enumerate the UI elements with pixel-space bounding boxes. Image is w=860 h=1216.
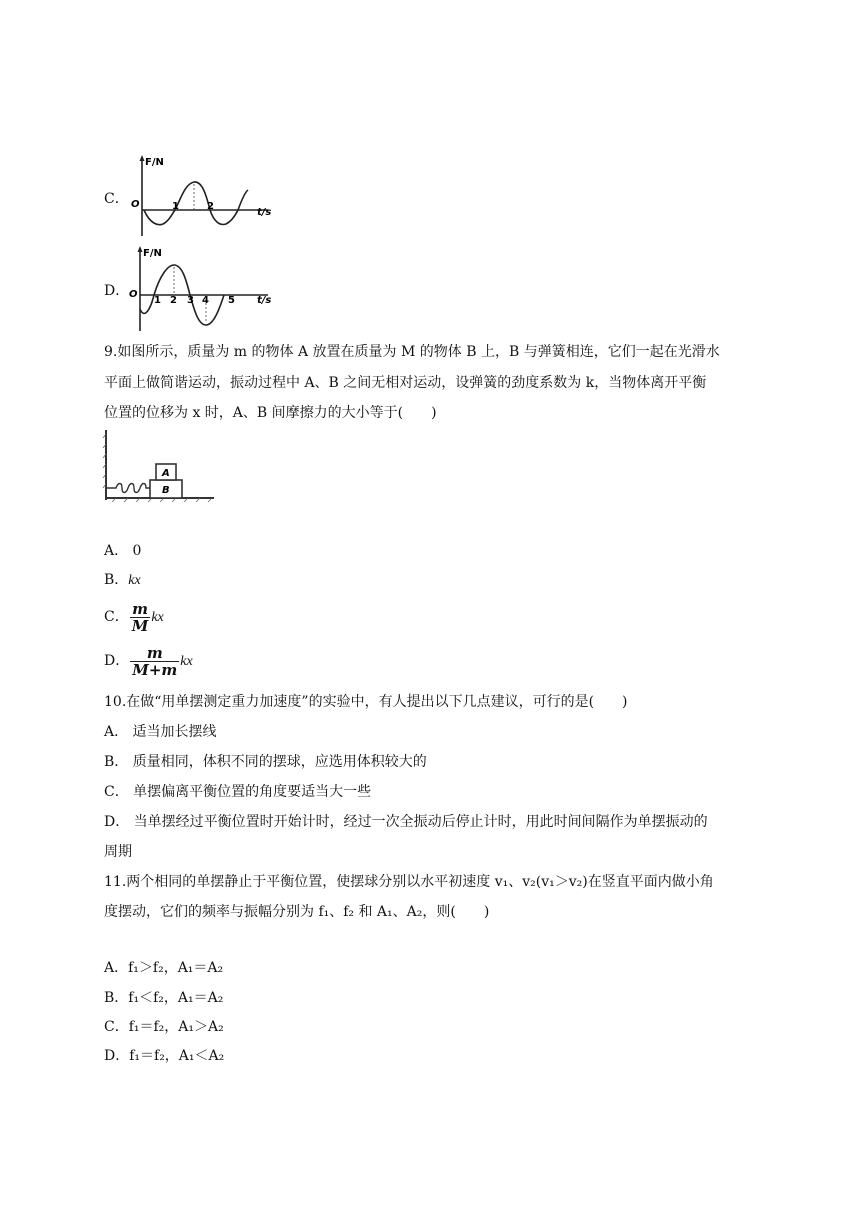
q9-stem-line3: 位置的位移为 x 时，A、B 间摩擦力的大小等于( ): [104, 405, 437, 421]
q11-option-d: D．f₁＝f₂，A₁＜A₂: [104, 1048, 225, 1064]
origin-label: O: [131, 199, 140, 210]
tick-4: 4: [202, 295, 209, 306]
tick-2: 2: [170, 295, 177, 306]
fraction-numerator: m: [132, 599, 148, 618]
q9-stem-line2: 平面上做简谐运动，振动过程中 A、B 之间无相对运动，设弹簧的劲度系数为 k，当物体离开平衡: [104, 375, 707, 391]
q9-option-a: A． 0: [104, 543, 142, 559]
y-axis-arrow: [138, 246, 143, 252]
block-b-label: B: [162, 485, 170, 496]
spring: [106, 484, 150, 493]
q10-option-a: A． 适当加长摆线: [104, 724, 217, 740]
q10-option-d-line1: D． 当单摆经过平衡位置时开始计时，经过一次全振动后停止计时，用此时间间隔作为单摆振动的: [104, 814, 708, 830]
q9-option-d: [104, 644, 193, 679]
q11-option-b: B．f₁＜f₂，A₁＝A₂: [104, 990, 224, 1006]
y-axis-arrow: [140, 155, 145, 161]
q9-stem-line1: 9.如图所示，质量为 m 的物体 A 放置在质量为 M 的物体 B 上，B 与弹簧相连，它们一起在光滑水: [104, 344, 720, 360]
x-axis-label: t/s: [257, 295, 272, 306]
q9-option-b-text: kx: [128, 573, 141, 588]
q9-option-b-label: B．: [104, 572, 129, 588]
tick-1: 1: [154, 295, 161, 306]
q10-stem: 10.在做“用单摆测定重力加速度”的实验中，有人提出以下几点建议，可行的是( ): [104, 694, 628, 710]
q10-option-b: B． 质量相同，体积不同的摆球，应选用体积较大的: [104, 754, 427, 770]
q10-option-d-line2: 周期: [104, 844, 132, 860]
fraction-denominator: M+m: [132, 660, 178, 679]
tick-2: 2: [207, 201, 214, 212]
q9-option-c-label: C．: [104, 609, 129, 625]
x-axis-label: t/s: [257, 207, 272, 218]
tick-3: 3: [187, 295, 194, 306]
q11-stem-line2: 度摆动，它们的频率与振幅分别为 f₁、f₂ 和 A₁、A₂，则( ): [104, 904, 490, 920]
tick-1: 1: [172, 201, 179, 212]
q8-graph-d: [128, 245, 278, 333]
fraction-numerator: m: [146, 643, 163, 662]
y-axis-label: F/N: [145, 157, 164, 168]
q11-stem-line1: 11.两个相同的单摆静止于平衡位置，使摆球分别以水平初速度 v₁、v₂(v₁＞v₂)在竖直平面内做小角: [104, 874, 714, 890]
q9-option-c: [104, 600, 164, 635]
q9-spring-block-figure: [102, 428, 216, 504]
y-axis-label: F/N: [143, 248, 162, 259]
q8-option-c-label: C．: [104, 191, 129, 207]
force-curve: [144, 182, 248, 225]
q11-option-c: C．f₁＝f₂，A₁＞A₂: [104, 1019, 224, 1035]
q8-graph-c: [128, 154, 278, 238]
q9-option-c-tail: kx: [151, 610, 164, 625]
q9-option-c-fraction: [130, 601, 151, 634]
origin-label: O: [129, 289, 138, 300]
q8-option-d-label: D．: [104, 283, 130, 299]
q11-option-a: A．f₁＞f₂，A₁＝A₂: [104, 960, 224, 976]
q9-option-d-label: D．: [104, 653, 130, 669]
q9-option-d-tail: kx: [180, 654, 193, 669]
block-a-label: A: [162, 468, 170, 479]
q9-option-d-fraction: [130, 645, 179, 678]
fraction-denominator: M: [131, 616, 149, 635]
tick-5: 5: [228, 295, 235, 306]
q10-option-c: C． 单摆偏离平衡位置的角度要适当大一些: [104, 784, 372, 800]
q9-option-b: [104, 570, 141, 591]
